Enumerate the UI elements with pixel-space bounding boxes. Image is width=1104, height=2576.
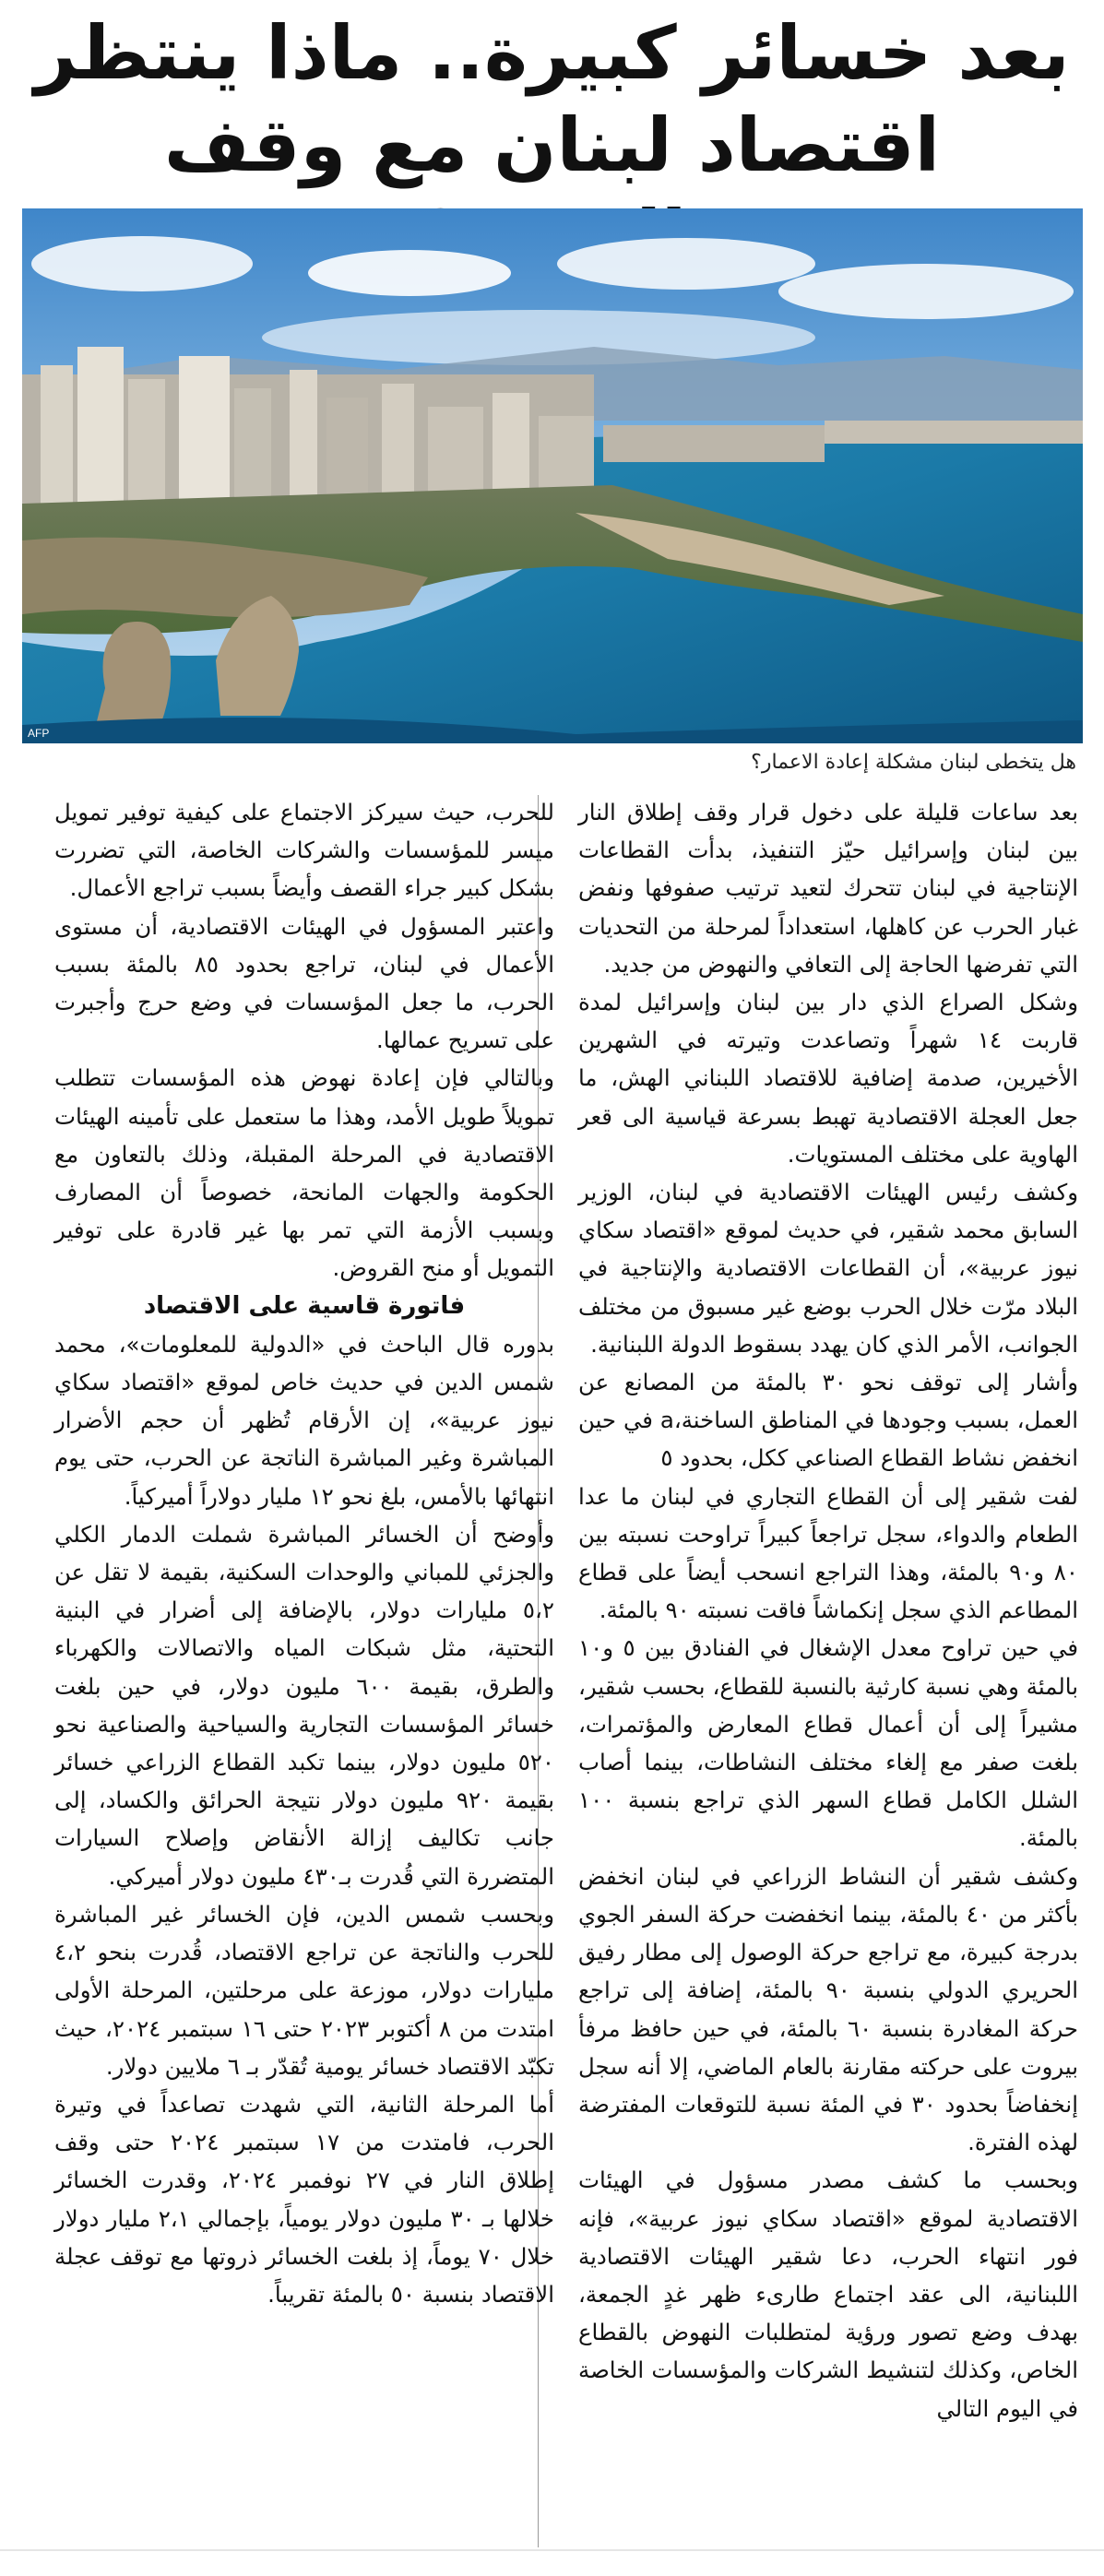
paragraph: في حين تراوح معدل الإشغال في الفنادق بين ٥ و١٠ بالمئة وهي نسبة كارثية بالنسبة للقطاع، بحسب شقير، مشيراً إلى أن أعمال قطاع المعارض والمؤتمرات، بلغت صفر مع إلغاء مختلف النشاطات، بينما أصاب الشلل الكامل قطاع السهر الذي تراجع بنسبة ١٠٠ بالمئة.	[578, 1634, 1078, 1852]
bottom-rule	[0, 2549, 1104, 2551]
photo-caption: هل يتخطى لبنان مشكلة إعادة الاعمار؟	[751, 751, 1076, 774]
beirut-coastline-photo	[22, 208, 1083, 743]
article-column-left	[54, 793, 554, 2313]
paragraph: للحرب، حيث سيركز الاجتماع على كيفية توفير تمويل ميسر للمؤسسات والشركات الخاصة، التي تضررت بشكل كبير جراء القصف وأيضاً بسبب تراجع الأعمال.	[54, 799, 554, 902]
article-column-right	[578, 793, 1078, 2428]
section-subheading: فاتورة قاسية على الاقتصاد	[143, 1291, 466, 1320]
paragraph: بدوره قال الباحث في «الدولية للمعلومات»، محمد شمس الدين في حديث خاص لموقع «اقتصاد سكاي نيوز عربية»، إن الأرقام تُظهر أن حجم الأضرار المباشرة وغير المباشرة الناتجة عن الحرب، حتى يوم انتهائها بالأمس، بلغ نحو ١٢ مليار دولاراً أميركياً.	[54, 1330, 554, 1510]
headline-line-2: اقتصاد لبنان مع وقف	[163, 102, 941, 188]
paragraph: وبحسب ما كشف مصدر مسؤول في الهيئات الاقتصادية لموقع «اقتصاد سكاي نيوز عربية»، فإنه فور انتهاء الحرب، دعا شقير الهيئات الاقتصادية اللبنانية، الى عقد اجتماع طارىء ظهر غدٍ الجمعة، بهدف وضع تصور ورؤية لمتطلبات النهوض بالقطاع الخاص، وكذلك لتنشيط الشركات والمؤسسات الخاصة في اليوم التالي	[578, 2166, 1078, 2422]
paragraph: واعتبر المسؤول في الهيئات الاقتصادية، أن مستوى الأعمال في لبنان، تراجع بحدود ٨٥ بالمئة بسبب الحرب، ما جعل المؤسسات في وضع حرج وأجبرت على تسريح عمالها.	[54, 912, 554, 1054]
paragraph: وكشف شقير أن النشاط الزراعي في لبنان انخفض بأكثر من ٤٠ بالمئة، بينما انخفضت حركة السفر الجوي بدرجة كبيرة، مع تراجع حركة الوصول إلى مطار رفيق الحريري الدولي بنسبة ٩٠ بالمئة، إضافة إلى تراجع حركة المغادرة بنسبة ٦٠ بالمئة، في حين حافظ مرفأ بيروت على حركته مقارنة بالعام الماضي، إلا أنه سجل إنخفاضاً بحدود ٣٠ في المئة نسبة للتوقعات المفترضة لهذه الفترة.	[578, 1862, 1078, 2156]
paragraph: وشكل الصراع الذي دار بين لبنان وإسرائيل لمدة قاربت ١٤ شهراً وتصاعدت وتيرته في الشهرين الأخيرين، صدمة إضافية للاقتصاد اللبناني الهش، ما جعل العجلة الاقتصادية تهبط بسرعة قياسية الى قعر الهاوية على مختلف المستويات.	[578, 989, 1078, 1168]
paragraph: بعد ساعات قليلة على دخول قرار وقف إطلاق النار بين لبنان وإسرائيل حيّز التنفيذ، بدأت القطاعات الإنتاجية في لبنان تتحرك لتعيد ترتيب صفوفها ونفض غبار الحرب عن كاهلها، استعداداً لمرحلة من التحديات التي تفرضها الحاجة إلى التعافي والنهوض من جديد.	[578, 799, 1078, 978]
paragraph: وبحسب شمس الدين، فإن الخسائر غير المباشرة للحرب والناتجة عن تراجع الاقتصاد، قُدرت بنحو ٤،٢ مليارات دولار، موزعة على مرحلتين، المرحلة الأولى امتدت من ٨ أكتوبر ٢٠٢٣ حتى ١٦ سبتمبر ٢٠٢٤، حيث تكبّد الاقتصاد خسائر يومية تُقدّر بـ ٦ ملايين دولار.	[54, 1900, 554, 2080]
headline-line-1: بعد خسائر كبيرة.. ماذا ينتظر	[34, 10, 1070, 96]
photo-credit: AFP	[28, 727, 50, 740]
paragraph: وأوضح أن الخسائر المباشرة شملت الدمار الكلي والجزئي للمباني والوحدات السكنية، بقيمة لا تقل عن ٥،٢ مليارات دولار، بالإضافة إلى أضرار في البنية التحتية، مثل شبكات المياه والاتصالات والكهرباء والطرق، بقيمة ٦٠٠ مليون دولار، في حين بلغت خسائر المؤسسات التجارية والسياحية والصناعية نحو ٥٢٠ مليون دولار، بينما تكبد القطاع الزراعي خسائر بقيمة ٩٢٠ مليون دولار نتيجة الحرائق والكساد، إلى جانب تكاليف إزالة الأنقاض وإصلاح السيارات المتضررة التي قُدرت بـ٤٣٠ مليون دولار أميركي.	[54, 1520, 554, 1890]
paragraph: وكشف رئيس الهيئات الاقتصادية في لبنان، الوزير السابق محمد شقير، في حديث لموقع «اقتصاد سكاي نيوز عربية»، أن القطاعات الاقتصادية والإنتاجية في البلاد مرّت خلال الحرب بوضع غير مسبوق من مختلف الجوانب، الأمر الذي كان يهدد بسقوط الدولة اللبنانية.	[578, 1179, 1078, 1358]
paragraph: وبالتالي فإن إعادة نهوض هذه المؤسسات تتطلب تمويلاً طويل الأمد، وهذا ما ستعمل على تأمينه الهيئات الاقتصادية في المرحلة المقبلة، وذلك بالتعاون مع الحكومة والجهات المانحة، خصوصاً أن المصارف وبسبب الأزمة التي تمر بها غير قادرة على توفير التمويل أو منح القروض.	[54, 1064, 554, 1282]
paragraph: وأشار إلى توقف نحو ٣٠ بالمئة من المصانع عن العمل، بسبب وجودها في المناطق الساخنة،a في حين انخفض نشاط القطاع الصناعي ككل، بحدود ٥	[578, 1369, 1079, 1472]
paragraph: لفت شقير إلى أن القطاع التجاري في لبنان ما عدا الطعام والدواء، سجل تراجعاً كبيراً تراوحت نسبته بين ٨٠ و٩٠ بالمئة، وهذا التراجع انسحب أيضاً على قطاع المطاعم الذي سجل إنكماشاً فاقت نسبته ٩٠ بالمئة.	[578, 1482, 1078, 1624]
paragraph: أما المرحلة الثانية، التي شهدت تصاعداً في وتيرة الحرب، فامتدت من ١٧ سبتمبر ٢٠٢٤ حتى وقف إطلاق النار في ٢٧ نوفمبر ٢٠٢٤، وقدرت الخسائر خلالها بـ ٣٠ مليون دولار يومياً، بإجمالي ٢،١ مليار دولار خلال ٧٠ يوماً، إذ بلغت الخسائر ذروتها مع توقف عجلة الاقتصاد بنسبة ٥٠ بالمئة تقريباً.	[54, 2090, 555, 2308]
headline	[18, 7, 1086, 201]
